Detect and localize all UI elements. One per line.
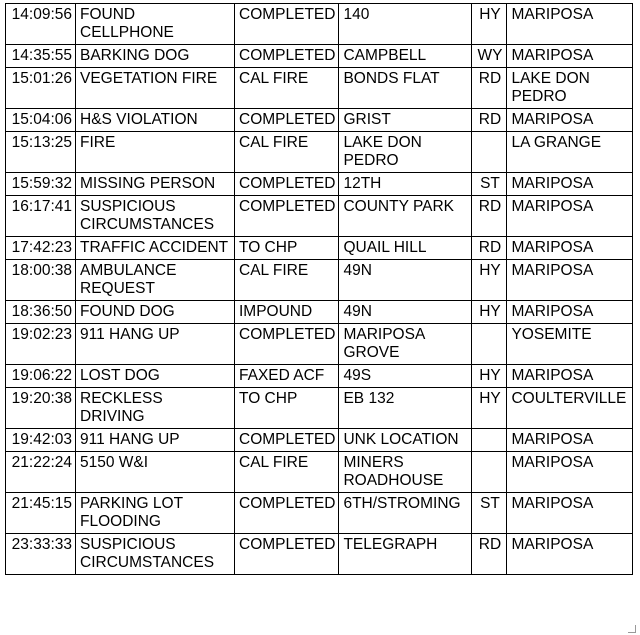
street-cell: 12TH [339, 173, 472, 196]
city-cell: MARIPOSA [507, 534, 633, 575]
time-cell: 15:59:32 [6, 173, 76, 196]
disposition-cell: CAL FIRE [235, 452, 339, 493]
city-cell: MARIPOSA [507, 109, 633, 132]
time-cell: 15:04:06 [6, 109, 76, 132]
city-cell: MARIPOSA [507, 4, 633, 45]
street-suffix-cell [472, 132, 507, 173]
street-cell: 49N [339, 260, 472, 301]
disposition-cell: CAL FIRE [235, 68, 339, 109]
street-suffix-cell: HY [472, 365, 507, 388]
table-row [6, 534, 633, 575]
street-cell: 6TH/STROMING [339, 493, 472, 534]
call-type-cell: 911 HANG UP [76, 324, 235, 365]
table-row [6, 237, 633, 260]
table-row [6, 452, 633, 493]
disposition-cell: COMPLETED [235, 173, 339, 196]
street-suffix-cell: RD [472, 237, 507, 260]
disposition-cell: COMPLETED [235, 45, 339, 68]
street-suffix-cell: RD [472, 109, 507, 132]
table-row [6, 429, 633, 452]
street-cell: MINERS ROADHOUSE [339, 452, 472, 493]
call-log-body [6, 4, 633, 575]
street-cell: BONDS FLAT [339, 68, 472, 109]
disposition-cell: IMPOUND [235, 301, 339, 324]
street-cell: QUAIL HILL [339, 237, 472, 260]
street-cell: COUNTY PARK [339, 196, 472, 237]
call-type-cell: SUSPICIOUS CIRCUMSTANCES [76, 196, 235, 237]
street-suffix-cell [472, 452, 507, 493]
street-suffix-cell: RD [472, 196, 507, 237]
city-cell: MARIPOSA [507, 173, 633, 196]
call-type-cell: LOST DOG [76, 365, 235, 388]
street-suffix-cell [472, 429, 507, 452]
disposition-cell: COMPLETED [235, 324, 339, 365]
time-cell: 23:33:33 [6, 534, 76, 575]
street-suffix-cell: ST [472, 173, 507, 196]
time-cell: 17:42:23 [6, 237, 76, 260]
street-cell: CAMPBELL [339, 45, 472, 68]
city-cell: MARIPOSA [507, 493, 633, 534]
disposition-cell: FAXED ACF [235, 365, 339, 388]
table-row [6, 260, 633, 301]
table-row [6, 196, 633, 237]
street-suffix-cell: HY [472, 260, 507, 301]
time-cell: 19:42:03 [6, 429, 76, 452]
table-row [6, 45, 633, 68]
disposition-cell: COMPLETED [235, 196, 339, 237]
disposition-cell: COMPLETED [235, 493, 339, 534]
street-cell: MARIPOSA GROVE [339, 324, 472, 365]
time-cell: 21:45:15 [6, 493, 76, 534]
street-suffix-cell: HY [472, 4, 507, 45]
call-log-table [5, 3, 633, 575]
disposition-cell: COMPLETED [235, 109, 339, 132]
time-cell: 14:09:56 [6, 4, 76, 45]
time-cell: 18:36:50 [6, 301, 76, 324]
time-cell: 19:02:23 [6, 324, 76, 365]
call-type-cell: TRAFFIC ACCIDENT [76, 237, 235, 260]
street-suffix-cell: WY [472, 45, 507, 68]
city-cell: MARIPOSA [507, 196, 633, 237]
table-row [6, 109, 633, 132]
street-cell: 49N [339, 301, 472, 324]
street-suffix-cell: ST [472, 493, 507, 534]
disposition-cell: COMPLETED [235, 4, 339, 45]
call-type-cell: MISSING PERSON [76, 173, 235, 196]
time-cell: 18:00:38 [6, 260, 76, 301]
table-row [6, 301, 633, 324]
street-cell: GRIST [339, 109, 472, 132]
street-cell: 140 [339, 4, 472, 45]
street-cell: LAKE DON PEDRO [339, 132, 472, 173]
street-suffix-cell: RD [472, 534, 507, 575]
time-cell: 19:06:22 [6, 365, 76, 388]
call-type-cell: PARKING LOT FLOODING [76, 493, 235, 534]
table-row [6, 365, 633, 388]
call-type-cell: 911 HANG UP [76, 429, 235, 452]
call-type-cell: FOUND CELLPHONE [76, 4, 235, 45]
city-cell: MARIPOSA [507, 260, 633, 301]
time-cell: 14:35:55 [6, 45, 76, 68]
city-cell: MARIPOSA [507, 365, 633, 388]
street-cell: 49S [339, 365, 472, 388]
time-cell: 16:17:41 [6, 196, 76, 237]
table-row [6, 493, 633, 534]
time-cell: 15:01:26 [6, 68, 76, 109]
street-suffix-cell: RD [472, 68, 507, 109]
table-row [6, 4, 633, 45]
call-type-cell: RECKLESS DRIVING [76, 388, 235, 429]
call-type-cell: FIRE [76, 132, 235, 173]
call-type-cell: AMBULANCE REQUEST [76, 260, 235, 301]
disposition-cell: TO CHP [235, 237, 339, 260]
city-cell: MARIPOSA [507, 237, 633, 260]
street-cell: EB 132 [339, 388, 472, 429]
city-cell: MARIPOSA [507, 301, 633, 324]
call-type-cell: VEGETATION FIRE [76, 68, 235, 109]
call-type-cell: FOUND DOG [76, 301, 235, 324]
table-row [6, 388, 633, 429]
disposition-cell: CAL FIRE [235, 260, 339, 301]
city-cell: LAKE DON PEDRO [507, 68, 633, 109]
street-suffix-cell [472, 324, 507, 365]
city-cell: LA GRANGE [507, 132, 633, 173]
disposition-cell: CAL FIRE [235, 132, 339, 173]
time-cell: 19:20:38 [6, 388, 76, 429]
city-cell: MARIPOSA [507, 429, 633, 452]
table-row [6, 324, 633, 365]
disposition-cell: TO CHP [235, 388, 339, 429]
disposition-cell: COMPLETED [235, 534, 339, 575]
street-cell: UNK LOCATION [339, 429, 472, 452]
call-type-cell: SUSPICIOUS CIRCUMSTANCES [76, 534, 235, 575]
table-row [6, 173, 633, 196]
call-type-cell: BARKING DOG [76, 45, 235, 68]
disposition-cell: COMPLETED [235, 429, 339, 452]
page-corner-mark [628, 625, 636, 633]
street-cell: TELEGRAPH [339, 534, 472, 575]
time-cell: 15:13:25 [6, 132, 76, 173]
call-type-cell: H&S VIOLATION [76, 109, 235, 132]
street-suffix-cell: HY [472, 301, 507, 324]
call-type-cell: 5150 W&I [76, 452, 235, 493]
time-cell: 21:22:24 [6, 452, 76, 493]
city-cell: MARIPOSA [507, 452, 633, 493]
city-cell: MARIPOSA [507, 45, 633, 68]
city-cell: COULTERVILLE [507, 388, 633, 429]
street-suffix-cell: HY [472, 388, 507, 429]
table-row [6, 132, 633, 173]
city-cell: YOSEMITE [507, 324, 633, 365]
table-row [6, 68, 633, 109]
